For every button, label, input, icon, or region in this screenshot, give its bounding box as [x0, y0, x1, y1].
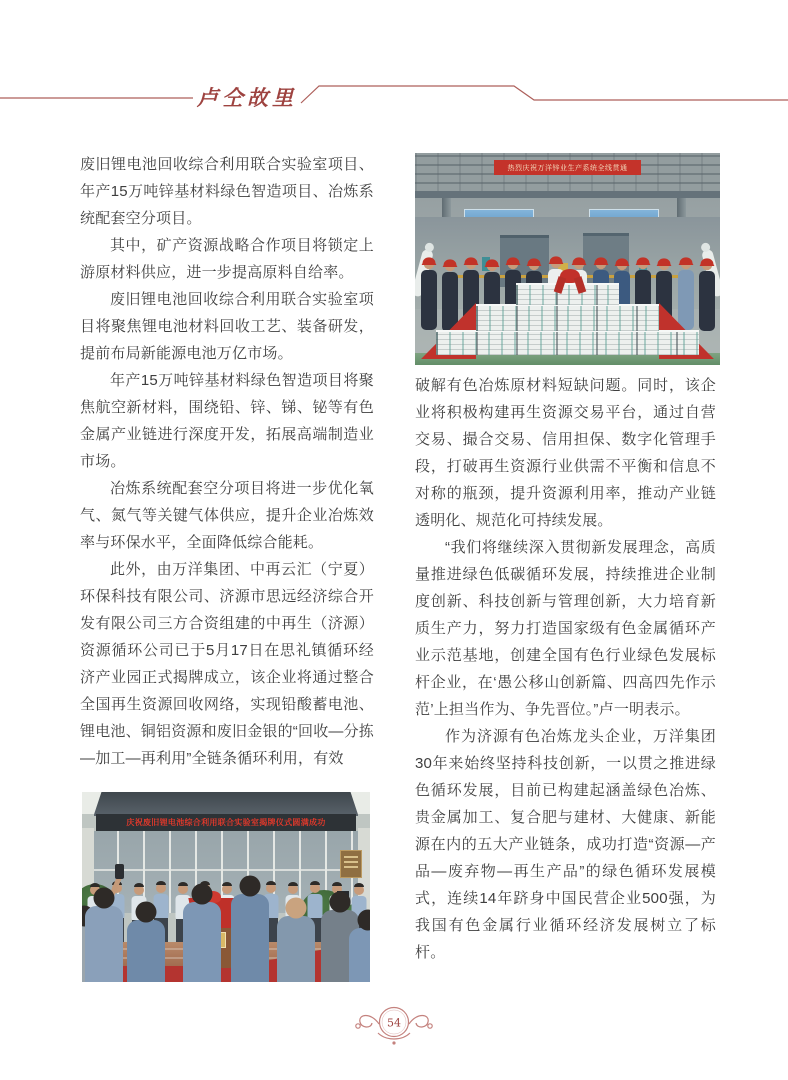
paragraph: 破解有色冶炼原材料短缺问题。同时，该企业将积极构建再生资源交易平台，通过自营交易、撮合交易、信用担保、数字化管理手段，打破再生资源行业供需不平衡和信息不对称的瓶颈，提升资源利用率，推动产业链透明化、规范化可持续发展。 [415, 377, 716, 529]
photo-plaque-ceremony [82, 792, 370, 982]
crane-beam [415, 191, 720, 198]
entrance-canopy [94, 792, 359, 816]
paragraph: “我们将继续深入贯彻新发展理念，高质量推进绿色低碳循环发展，持续推进企业制度创新、科技创新与管理创新，大力培育新质生产力，努力打造国家级有色金属循环产业示范基地，创建全国有色行业绿色发展标杆企业，在‘愚公移山创新篇、四高四先作示范’上担当作为、争先晋位。”卢一明表示。 [415, 539, 716, 718]
section-title: 卢仝故里 [197, 85, 297, 110]
paragraph: 废旧锂电池回收综合利用联合实验室项目、年产15万吨锌基材料绿色智造项目、冶炼系统配套空分项目。 [80, 156, 374, 227]
factory-banner [494, 160, 640, 175]
paragraph: 冶炼系统配套空分项目将进一步优化氧气、氮气等关键气体供应，提升企业冶炼效率与环保水平，全面降低综合能耗。 [80, 480, 374, 551]
header-rule [0, 78, 788, 112]
left-column [80, 151, 374, 772]
paragraph: 此外，由万洋集团、中再云汇（宁夏）环保科技有限公司、济源市思远经济综合开发有限公司三方合资组建的中再生（济源）资源循环公司已于5月17日在思礼镇循环经济产业园正式揭牌成立，该企业将通过整合全国再生资源回收网络，实现铅酸蓄电池、锂电池、铜铝资源和废旧金银的“回收—分拣—加工—再利用”全链条循环利用，有效 [80, 561, 374, 767]
paragraph: 作为济源有色冶炼龙头企业，万洋集团30年来始终坚持科技创新，一以贯之推进绿色循环发展，目前已构建起涵盖绿色冶炼、贵金属加工、复合肥与建材、大健康、新能源在内的五大产业链条，成功打造“资源—产品—废弃物—再生产品”的绿色循环发展模式，连续14年跻身中国民营企业500强，为我国有色金属行业循环经济发展树立了标杆。 [415, 728, 716, 961]
paragraph: 其中，矿产资源战略合作项目将锁定上游原材料供应，进一步提高原料自给率。 [80, 237, 374, 281]
page-number-ornament [338, 1000, 450, 1052]
audience-backs [82, 864, 370, 982]
paragraph: 废旧锂电池回收综合利用联合实验室项目将聚焦锂电池材料回收工艺、装备研发，提前布局新能源电池万亿市场。 [80, 291, 374, 362]
red-bow [560, 269, 580, 283]
ingot-stack-top [516, 283, 620, 305]
factory-banner-text: 热烈庆祝万洋锌业生产系统全线贯通 [507, 164, 628, 172]
photo-factory-ceremony [415, 153, 720, 365]
ingot-stack-middle [476, 304, 659, 331]
led-banner [96, 814, 355, 831]
paragraph: 年产15万吨锌基材料绿色智造项目将聚焦航空新材料，围绕铅、锌、锑、铋等有色金属产业链进行深度开发，拓展高端制造业市场。 [80, 372, 374, 470]
ingot-stack-bottom [436, 330, 698, 355]
right-column [415, 372, 716, 966]
page-number: 54 [387, 1016, 401, 1030]
led-banner-text: 庆祝废旧锂电池综合利用联合实验室揭牌仪式圆满成功 [126, 818, 326, 827]
